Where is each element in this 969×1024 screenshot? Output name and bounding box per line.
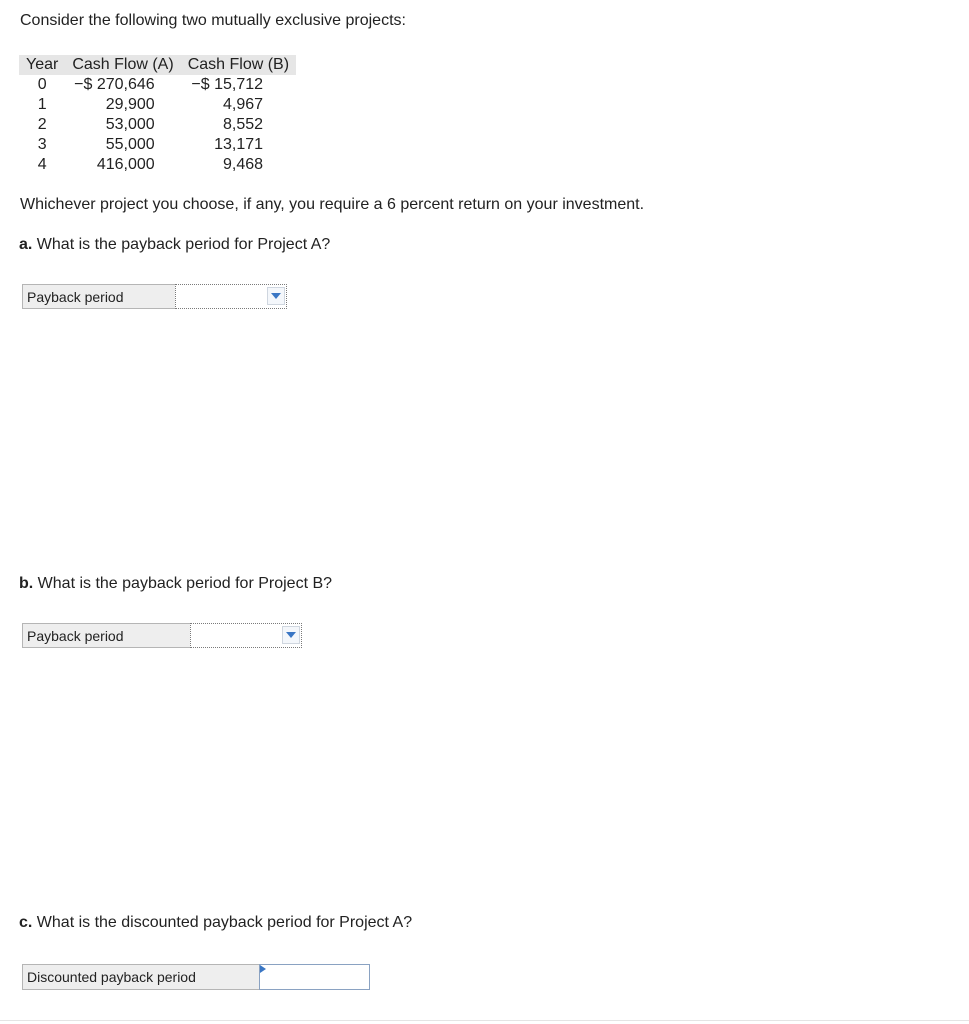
cell-year: 2 [37,116,47,133]
discounted-payback-period-input[interactable] [259,964,370,990]
cell-cash-flow-b: 9,468 [223,156,264,173]
table-row [19,155,296,175]
cell-cash-flow-b: 13,171 [214,136,264,153]
cell-year: 4 [37,156,47,173]
cell-cash-flow-a: −$ 270,646 [74,76,155,93]
table-row [19,115,296,135]
cell-cash-flow-a: 416,000 [96,156,155,173]
answer-row-a [22,284,287,309]
header-cash-flow-b: Cash Flow (B) [181,55,296,75]
payback-period-b-label: Payback period [22,623,190,648]
cell-cash-flow-b: −$ 15,712 [191,76,264,93]
table-row [19,135,296,155]
table-header-row [19,55,296,75]
required-return-statement: Whichever project you choose, if any, you require a 6 percent return on your investment. [20,196,645,213]
chevron-down-icon[interactable] [267,287,285,305]
cell-year: 0 [37,76,47,93]
payback-period-a-label: Payback period [22,284,175,309]
bottom-divider [0,1020,969,1021]
discounted-payback-period-label: Discounted payback period [22,964,259,990]
cell-cash-flow-a: 53,000 [105,116,155,133]
table-row [19,95,296,115]
cash-flow-table [19,55,296,175]
header-year: Year [19,55,65,75]
cell-cash-flow-b: 4,967 [223,96,264,113]
question-a-text: What is the payback period for Project A? [32,236,331,253]
question-b [19,575,332,593]
question-c [19,914,412,932]
question-c-text: What is the discounted payback period for Project A? [32,914,413,931]
table-row [19,75,296,95]
cell-cash-flow-a: 29,900 [105,96,155,113]
question-a-letter: a. [19,236,33,253]
problem-intro: Consider the following two mutually exclusive projects: [20,12,406,29]
cell-cash-flow-a: 55,000 [105,136,155,153]
payback-period-b-select[interactable] [190,623,302,648]
cell-year: 3 [37,136,47,153]
header-cash-flow-a: Cash Flow (A) [65,55,180,75]
answer-row-b [22,623,302,648]
question-a [19,236,330,254]
question-b-text: What is the payback period for Project B? [33,575,333,592]
cell-year: 1 [37,96,47,113]
answer-row-c [22,964,370,990]
input-marker-icon [260,965,266,973]
payback-period-a-select[interactable] [175,284,287,309]
cell-cash-flow-b: 8,552 [223,116,264,133]
chevron-down-icon[interactable] [282,626,300,644]
question-b-letter: b. [19,575,34,592]
question-c-letter: c. [19,914,33,931]
